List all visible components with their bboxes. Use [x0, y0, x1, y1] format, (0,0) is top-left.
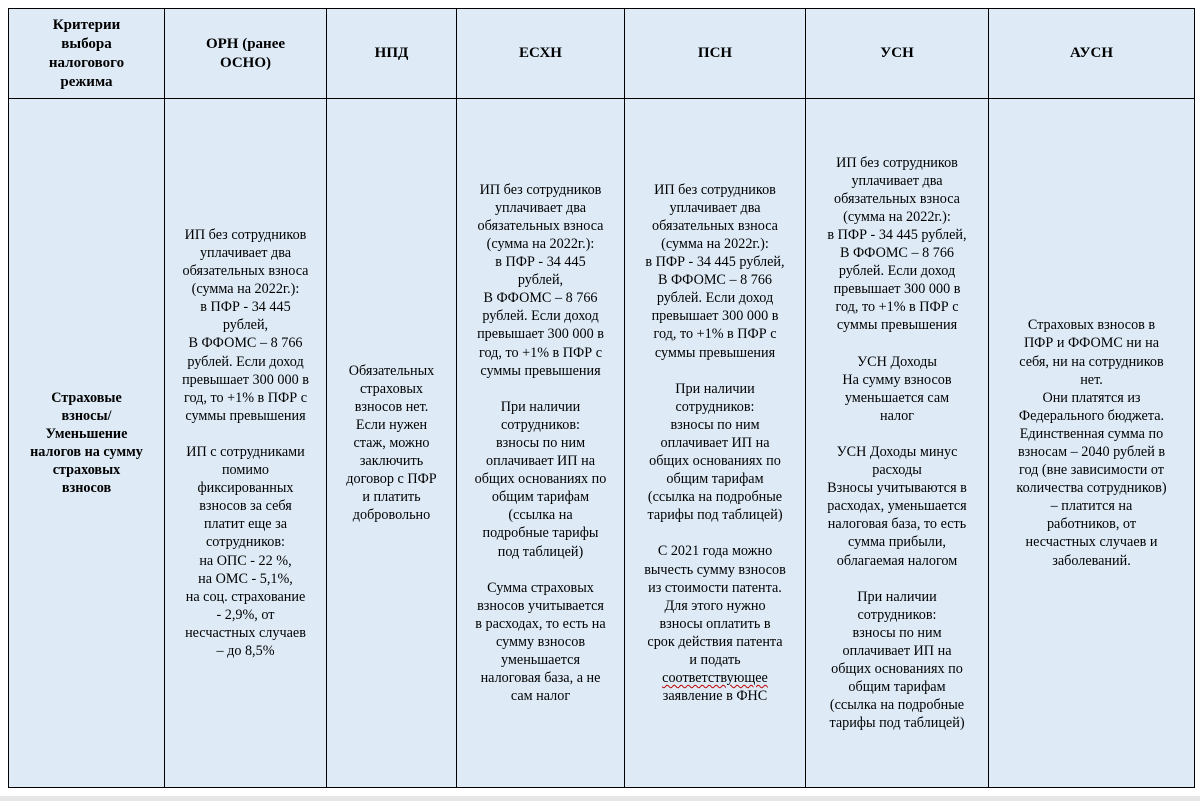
text-line: В ФФОМС – 8 766 — [483, 290, 598, 307]
text-line: расходы — [872, 462, 922, 479]
text-line: взносов — [61, 480, 112, 497]
text-line: Взносы учитываются в — [827, 480, 967, 497]
text-line: Для этого нужно — [664, 597, 766, 614]
text-line: оплачивает ИП на — [660, 434, 770, 451]
text-line: рублей, — [222, 317, 269, 334]
cell-npd — [327, 99, 457, 788]
paragraph-gap — [168, 425, 323, 443]
text-line: и платить — [362, 489, 421, 506]
text-line: сотрудников: — [857, 606, 937, 623]
text-line: общим тарифам — [848, 679, 946, 696]
text-line: (сумма на 2022г.): — [191, 281, 300, 298]
text-line: тарифы под таблицей) — [647, 507, 783, 524]
text-line: себя, ни на сотрудников — [1019, 353, 1164, 370]
text-line: При наличии — [675, 380, 755, 397]
text-line: в ПФР - 34 445 рублей, — [645, 254, 785, 271]
text-line: суммы превышения — [654, 344, 776, 361]
text-line: обязательных взноса — [834, 190, 960, 207]
text-line: сотрудников: — [675, 398, 755, 415]
text-line: сумма прибыли, — [848, 534, 946, 551]
paragraph-gap — [809, 570, 985, 588]
text-line: помимо — [221, 462, 270, 479]
text-line: (ссылка на подробные — [647, 489, 783, 506]
text-line: тарифы под таблицей) — [829, 715, 965, 732]
text-line: взносов нет. — [354, 398, 429, 415]
text-line: обязательных взноса — [182, 263, 309, 280]
text-line: суммы превышения — [480, 362, 601, 379]
text-line: При наличии — [857, 588, 937, 605]
text-line: (сумма на 2022г.): — [486, 236, 595, 253]
text-line: Страховых взносов в — [1027, 317, 1156, 334]
text-line: взносы оплатить в — [659, 615, 771, 632]
text-line: (сумма на 2022г.): — [661, 236, 769, 253]
text-line: ИП без сотрудников — [836, 154, 958, 171]
text-line: уменьшается сам — [844, 389, 950, 406]
text-line: Уменьшение — [45, 425, 128, 442]
text-line: – платится на — [1050, 498, 1133, 515]
text-line: УСН Доходы — [857, 353, 937, 370]
text-line: год, то +1% в ПФР с — [478, 344, 602, 361]
text-line: УСН — [880, 45, 914, 61]
text-line: заключить — [359, 453, 424, 470]
header-usn — [806, 9, 989, 99]
text-line: На сумму взносов — [842, 371, 952, 388]
text-line: Они платятся из — [1042, 389, 1141, 406]
text-line: платит еще за — [203, 516, 288, 533]
text-line: взносы по ним — [495, 434, 586, 451]
cell-usn — [806, 99, 989, 788]
text-line: ИП без сотрудников — [184, 226, 307, 243]
text-line: При наличии — [500, 398, 581, 415]
text-line: уплачивает два — [199, 245, 292, 262]
text-line: Федерального бюджета. — [1018, 407, 1165, 424]
text-line: соответствующее — [662, 670, 768, 687]
text-line: уплачивает два — [494, 199, 587, 216]
text-line: превышает 300 000 в — [651, 308, 779, 325]
text-line: рублей. Если доход — [838, 263, 956, 280]
text-line: общим тарифам — [491, 489, 590, 506]
cell-psn — [625, 99, 806, 788]
text-line: сотрудников: — [206, 534, 285, 551]
text-line: год (вне зависимости от — [1018, 462, 1165, 479]
text-line: общих основаниях по — [649, 453, 781, 470]
text-line: подробные тарифы — [482, 525, 599, 542]
text-line: ОСНО) — [219, 54, 271, 71]
text-line: на ОМС - 5,1%, — [198, 570, 293, 587]
text-line: работников, от — [1046, 516, 1137, 533]
text-line: обязательных взноса — [652, 217, 778, 234]
text-line: под таблицей) — [497, 543, 584, 560]
text-line: оплачивает ИП на — [485, 453, 595, 470]
text-line: заболеваний. — [1052, 552, 1131, 569]
text-line: несчастных случаев — [185, 624, 306, 641]
text-line: в ПФР - 34 445 — [495, 254, 586, 271]
text-line: (сумма на 2022г.): — [843, 208, 951, 225]
text-line: ЕСХН — [519, 45, 562, 61]
text-line: превышает 300 000 в — [833, 281, 961, 298]
header-eshn — [457, 9, 625, 99]
text-line: нет. — [1080, 371, 1103, 388]
text-line: рублей. Если доход — [187, 353, 304, 370]
text-line: С 2021 года можно — [657, 543, 773, 560]
text-line: страховых — [52, 462, 121, 479]
text-line: Единственная сумма по — [1019, 425, 1164, 442]
text-line: сумму взносов — [495, 633, 586, 650]
insurance-contributions-row — [9, 99, 1195, 788]
header-psn — [625, 9, 806, 99]
text-line: – до 8,5% — [216, 642, 275, 659]
header-criteria — [9, 9, 165, 99]
text-line: заявление в ФНС — [662, 688, 768, 705]
header-npd — [327, 9, 457, 99]
text-line: рублей, — [517, 272, 564, 289]
text-line: страховых — [359, 380, 424, 397]
text-line: на ОПС - 22 %, — [199, 552, 292, 569]
text-line: расходах, уменьшается — [827, 498, 967, 515]
text-line: и подать — [689, 651, 741, 668]
text-line: сотрудников: — [501, 416, 580, 433]
text-line: налогового — [48, 54, 125, 71]
text-line: Критерии — [52, 16, 121, 33]
paragraph-gap — [809, 335, 985, 353]
text-line: из стоимости патента. — [648, 579, 782, 596]
text-line: В ФФОМС – 8 766 — [839, 245, 955, 262]
text-line: выбора — [61, 35, 112, 52]
text-line: превышает 300 000 в — [477, 326, 604, 343]
text-line: налоговая база, то есть — [827, 516, 967, 533]
text-line: год, то +1% в ПФР с — [835, 299, 959, 316]
text-line: срок действия патента — [647, 633, 783, 650]
page-bottom-edge — [0, 796, 1200, 801]
cell-ausn — [989, 99, 1195, 788]
text-line: взносов за себя — [199, 498, 292, 515]
text-line: В ФФОМС – 8 766 — [188, 335, 303, 352]
text-line: налоговая база, а не — [480, 670, 601, 687]
text-line: год, то +1% в ПФР с — [183, 389, 307, 406]
text-line: уплачивает два — [669, 199, 761, 216]
text-line: суммы превышения — [185, 407, 306, 424]
text-line: ИП с сотрудниками — [186, 443, 305, 460]
text-line: в ПФР - 34 445 рублей, — [827, 227, 967, 244]
text-line: взносов учитывается — [477, 597, 604, 614]
header-orn — [165, 9, 327, 99]
text-line: взносы по ним — [852, 624, 942, 641]
cell-eshn — [457, 99, 625, 788]
text-line: НПД — [374, 45, 409, 61]
criterion-cell — [9, 99, 165, 788]
text-line: - 2,9%, от — [216, 606, 275, 623]
text-line: суммы превышения — [836, 317, 958, 334]
text-line: Сумма страховых — [487, 579, 594, 596]
text-line: АУСН — [1069, 45, 1114, 61]
text-line: год, то +1% в ПФР с — [653, 326, 777, 343]
text-line: в ПФР - 34 445 — [200, 299, 291, 316]
text-line: (ссылка на подробные — [829, 697, 965, 714]
text-line: уменьшается — [501, 651, 580, 668]
text-line: обязательных взноса — [477, 217, 604, 234]
text-line: Обязательных — [348, 362, 435, 379]
text-line: рублей. Если доход — [482, 308, 599, 325]
text-line: общих основаниях по — [474, 471, 607, 488]
text-line: общим тарифам — [666, 471, 764, 488]
text-line: добровольно — [352, 507, 431, 524]
paragraph-gap — [628, 362, 802, 380]
text-line: общих основаниях по — [831, 660, 963, 677]
paragraph-gap — [460, 561, 621, 579]
text-line: ИП без сотрудников — [654, 181, 776, 198]
text-line: рублей. Если доход — [656, 290, 774, 307]
text-line: превышает 300 000 в — [182, 371, 309, 388]
text-line: взносы/ — [61, 407, 112, 424]
text-line: налог — [879, 407, 914, 424]
text-line: режима — [60, 73, 113, 90]
text-line: в расходах, то есть на — [475, 615, 606, 632]
text-line: взносам – 2040 рублей в — [1017, 444, 1166, 460]
text-line: ИП без сотрудников — [479, 181, 602, 198]
text-line: облагаемая налогом — [836, 552, 958, 569]
header-ausn — [989, 9, 1195, 99]
text-line: ПСН — [697, 45, 733, 61]
text-line: УСН Доходы минус — [836, 443, 958, 460]
text-line: налогов на сумму — [30, 444, 143, 460]
header-row — [9, 9, 1195, 99]
text-line: взносы по ним — [670, 416, 760, 433]
tax-regime-comparison-table — [8, 8, 1195, 788]
text-line: несчастных случаев и — [1025, 534, 1158, 551]
text-line: уплачивает два — [851, 172, 943, 189]
text-line: стаж, можно — [353, 434, 430, 451]
text-line: ОРН (ранее — [205, 35, 286, 52]
text-line: Страховые — [51, 389, 122, 406]
text-line: количества сотрудников) — [1016, 480, 1167, 497]
text-line: договор с ПФР — [346, 471, 437, 488]
text-line: оплачивает ИП на — [842, 642, 952, 659]
paragraph-gap — [628, 524, 802, 542]
text-line: на соц. страхование — [185, 588, 306, 605]
paragraph-gap — [809, 425, 985, 443]
text-line: В ФФОМС – 8 766 — [657, 272, 773, 289]
text-line: фиксированных — [197, 480, 294, 497]
text-line: сам налог — [510, 688, 571, 705]
text-line: ПФР и ФФОМС ни на — [1023, 335, 1160, 352]
text-line: вычесть сумму взносов — [644, 561, 786, 578]
paragraph-gap — [460, 380, 621, 398]
text-line: (ссылка на — [508, 507, 573, 524]
cell-orn — [165, 99, 327, 788]
text-line: Если нужен — [355, 416, 428, 433]
